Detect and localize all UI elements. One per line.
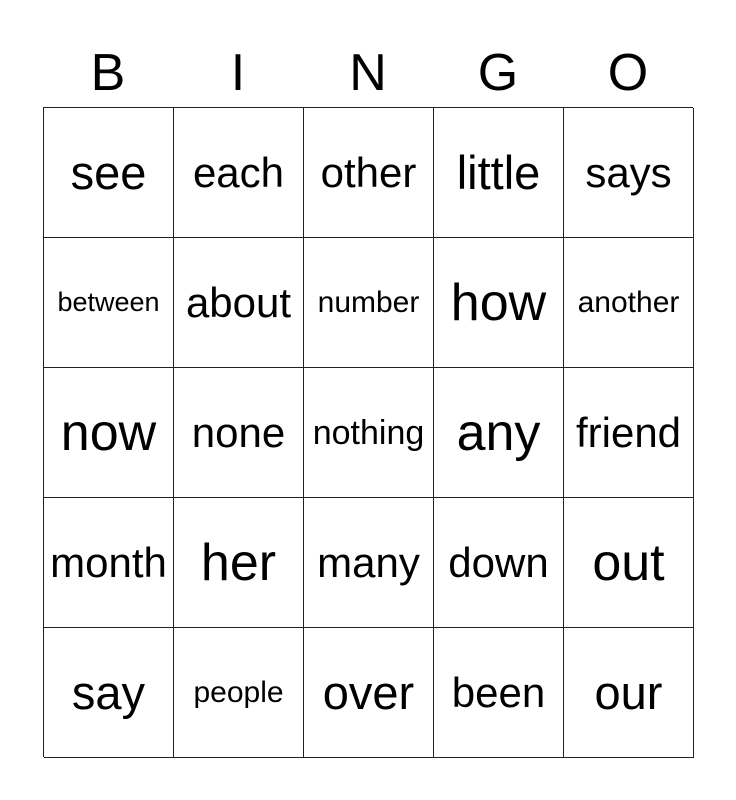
bingo-cell: nothing — [304, 368, 434, 498]
bingo-cell: says — [564, 108, 694, 238]
bingo-cell: between — [44, 238, 174, 368]
bingo-cell: how — [434, 238, 564, 368]
header-letter-b: B — [90, 44, 126, 102]
header-letter-o: O — [607, 44, 649, 102]
bingo-cell: say — [44, 628, 174, 758]
bingo-cell: down — [434, 498, 564, 628]
bingo-cell: month — [44, 498, 174, 628]
bingo-cell: over — [304, 628, 434, 758]
bingo-cell: her — [174, 498, 304, 628]
bingo-board — [43, 107, 693, 757]
bingo-cell: our — [564, 628, 694, 758]
bingo-cell: little — [434, 108, 564, 238]
header-letter-g: G — [477, 44, 519, 102]
header-letter-i: I — [230, 44, 246, 102]
bingo-cell: now — [44, 368, 174, 498]
bingo-cell: any — [434, 368, 564, 498]
bingo-cell: people — [174, 628, 304, 758]
bingo-header — [43, 40, 693, 106]
bingo-cell: friend — [564, 368, 694, 498]
bingo-cell: other — [304, 108, 434, 238]
bingo-cell: out — [564, 498, 694, 628]
bingo-cell: none — [174, 368, 304, 498]
bingo-cell: about — [174, 238, 304, 368]
bingo-cell: each — [174, 108, 304, 238]
bingo-cell: another — [564, 238, 694, 368]
bingo-cell: see — [44, 108, 174, 238]
bingo-cell: many — [304, 498, 434, 628]
header-letter-n: N — [349, 44, 387, 102]
bingo-cell: number — [304, 238, 434, 368]
bingo-cell: been — [434, 628, 564, 758]
